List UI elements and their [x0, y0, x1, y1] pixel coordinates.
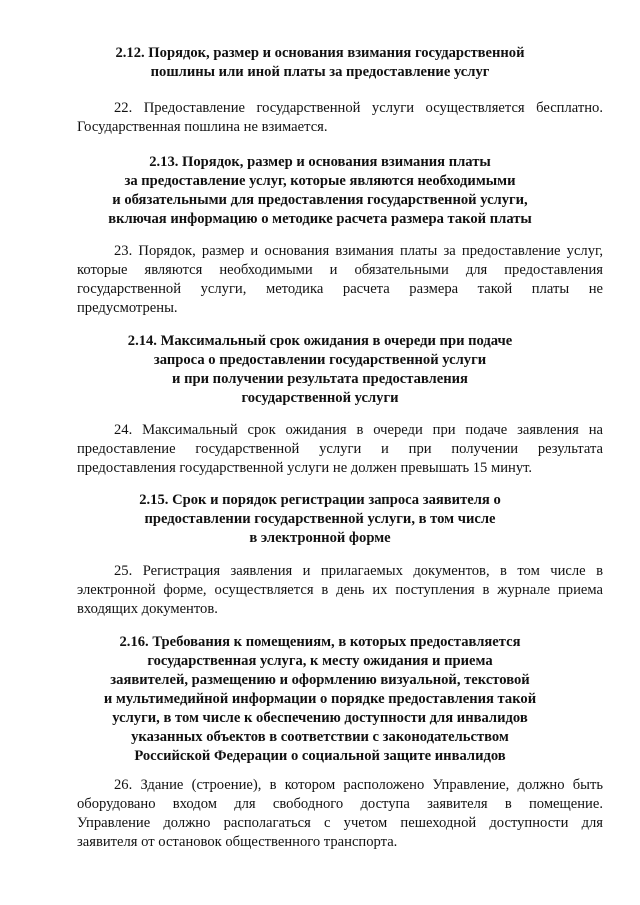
paragraph-line: предусмотрены. [77, 300, 178, 316]
paragraph-line: 25. Регистрация заявления и прилагаемых документов, в том числе в [114, 563, 603, 579]
paragraph-line: оборудовано входом для свободного доступа заявителя в помещение. [77, 796, 603, 812]
section-heading-2-13 [60, 153, 580, 229]
heading-line: пошлины или иной платы за предоставление услуг [150, 64, 490, 80]
heading-line: в электронной форме [249, 530, 391, 546]
heading-line: 2.15. Срок и порядок регистрации запроса заявителя о [139, 492, 501, 508]
paragraph-line: государственной услуги, методика расчета размера такой платы не [77, 281, 603, 297]
paragraph-line: Государственная пошлина не взимается. [77, 119, 328, 135]
paragraph-line: предоставление государственной услуги и при получении результата [77, 441, 603, 457]
heading-line: и мультимедийной информации о порядке предоставления такой [103, 691, 537, 707]
paragraph-line: 26. Здание (строение), в котором расположено Управление, должно быть [114, 777, 603, 793]
paragraph-line: электронной форме, осуществляется в день их поступления в журнале приема [77, 582, 603, 598]
section-heading-2-14 [60, 332, 580, 408]
paragraph-line: заявителя от остановок общественного транспорта. [77, 834, 398, 850]
section-heading-2-15 [60, 491, 580, 548]
paragraph-line: 24. Максимальный срок ожидания в очереди при подаче заявления на [114, 422, 603, 438]
paragraph-line: 23. Порядок, размер и основания взимания платы за предоставление услуг, [114, 243, 603, 259]
paragraph-25 [77, 562, 603, 619]
section-heading-2-16 [60, 633, 580, 766]
heading-line: 2.16. Требования к помещениям, в которых предоставляется [119, 634, 521, 650]
paragraph-line: предоставления государственной услуги не должен превышать 15 минут. [77, 460, 533, 476]
heading-line: за предоставление услуг, которые являются необходимыми [124, 173, 516, 189]
paragraph-22 [77, 99, 603, 137]
section-heading-2-12 [60, 44, 580, 82]
heading-line: заявителей, размещению и оформлению визуальной, текстовой [110, 672, 530, 688]
heading-line: услуги, в том числе к обеспечению доступности для инвалидов [112, 710, 528, 726]
heading-line: и обязательными для предоставления государственной услуги, [112, 192, 528, 208]
heading-line: 2.13. Порядок, размер и основания взимания платы [149, 154, 491, 170]
paragraph-line: входящих документов. [77, 601, 218, 617]
heading-line: государственная услуга, к месту ожидания и приема [147, 653, 493, 669]
heading-line: государственной услуги [241, 390, 399, 406]
paragraph-24 [77, 421, 603, 478]
heading-line: 2.12. Порядок, размер и основания взимания государственной [115, 45, 525, 61]
heading-line: и при получении результата предоставления [172, 371, 468, 387]
paragraph-line: которые являются необходимыми и обязательными для предоставления [77, 262, 603, 278]
paragraph-23 [77, 242, 603, 318]
paragraph-line: 22. Предоставление государственной услуги осуществляется бесплатно. [114, 100, 603, 116]
paragraph-26 [77, 776, 603, 852]
heading-line: предоставлении государственной услуги, в том числе [144, 511, 496, 527]
heading-line: Российской Федерации о социальной защите инвалидов [134, 748, 506, 764]
heading-line: включая информацию о методике расчета размера такой платы [108, 211, 532, 227]
paragraph-line: Управление должно располагаться с учетом пешеходной доступности для [77, 815, 603, 831]
heading-line: 2.14. Максимальный срок ожидания в очереди при подаче [127, 333, 513, 349]
heading-line: запроса о предоставлении государственной услуги [153, 352, 487, 368]
heading-line: указанных объектов в соответствии с законодательством [131, 729, 509, 745]
